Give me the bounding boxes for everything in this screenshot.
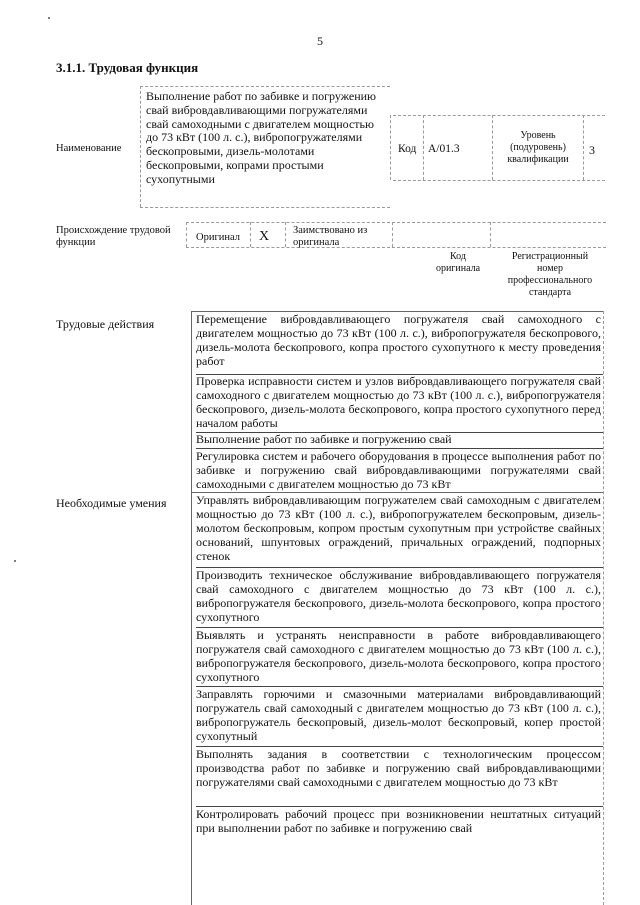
labor-action-item: Проверка исправности систем и узлов вибровдавливающего погружателя свай самоходного с двигателем мощностью до 73 кВт (100 л. с.), вибропогружателя бескопрового, дизель-молота бескопрового, копра простого сухопутного перед началом работы <box>196 374 601 430</box>
original-check-mark: X <box>259 229 270 244</box>
qualification-level-label: Уровень (подуровень) квалификации <box>507 130 569 165</box>
labor-action-item: Регулировка систем и рабочего оборудования в процессе выполнения работ по забивке и погружению свай вибровдавливающими погружателями свай самоходными с двигателем мощностью до 73 кВт <box>196 449 601 491</box>
name-label: Наименование <box>56 143 122 154</box>
function-name: Выполнение работ по забивке и погружению свай вибровдавливающими погружателями свай самоходными с двигателем мощностью до 73 кВт (100 л. с.), вибропогружателями бескопровыми, дизель-молотами бескопровыми, копрами простыми сухопутными <box>146 89 377 186</box>
labor-action-item: Выполнение работ по забивке и погружению свай <box>196 432 452 446</box>
page-number: 5 <box>317 34 323 48</box>
scan-speck <box>14 560 16 562</box>
labor-action-item: Перемещение вибровдавливающего погружателя свай самоходного с двигателем мощностью до 73 кВт (100 л. с.), вибропогружателя бескопрового, дизель-молота бескопрового, копра простого сухопутного к месту проведения работ <box>196 312 601 368</box>
registration-number-caption: Регистрационный номер профессионального стандарта <box>507 251 593 298</box>
skill-item: Контролировать рабочий процесс при возникновении нештатных ситуаций при выполнении работ по забивке и погружению свай <box>196 807 601 835</box>
original-code-caption: Код оригинала <box>435 251 481 274</box>
origin-label: Происхождение трудовой функции <box>56 225 171 248</box>
skill-item: Заправлять горючими и смазочными материалами вибровдавливающий погружатель свай самоходный с двигателем мощностью до 73 кВт (100 л. с.), вибропогружатель бескопровый, дизель-молот бескопровый, копер простой сухопутный <box>196 687 601 743</box>
skill-item: Выявлять и устранять неисправности в работе вибровдавливающего погружателя свай самоходного с двигателем мощностью до 73 кВт (100 л. с.), вибропогружателя бескопрового, дизель-молота бескопрового, копра простого сухопутного <box>196 628 601 684</box>
skill-item: Управлять вибровдавливающим погружателем свай самоходным с двигателем мощностью до 73 кВт (100 л. с.), вибропогружателем бескопровым, дизель-молотом бескопровым, копром простым сухопутным при устройстве свайных оснований, шпунтовых ограждений, причальных ограждений, подпорных стенок <box>196 493 601 563</box>
qualification-level-value: 3 <box>589 143 595 157</box>
borrowed-option: Заимствовано из оригинала <box>293 225 368 248</box>
section-title: 3.1.1. Трудовая функция <box>56 60 199 75</box>
skill-item: Выполнять задания в соответствии с технологическим процессом производства работ по забивке и погружению свай вибровдавливающими погружателями свай самоходными с двигателем мощностью до 73 кВт <box>196 747 601 789</box>
code-label: Код <box>398 143 417 155</box>
required-skills-label: Необходимые умения <box>56 496 167 510</box>
skill-item: Производить техническое обслуживание вибровдавливающего погружателя свай самоходного с двигателем мощностью до 73 кВт (100 л. с.), вибропогружателя бескопрового, дизель-молота бескопрового, копра простого сухопутного <box>196 568 601 624</box>
original-option: Оригинал <box>196 232 240 243</box>
scan-speck <box>48 17 50 19</box>
labor-actions-label: Трудовые действия <box>56 317 155 331</box>
function-code: A/01.3 <box>428 143 460 155</box>
